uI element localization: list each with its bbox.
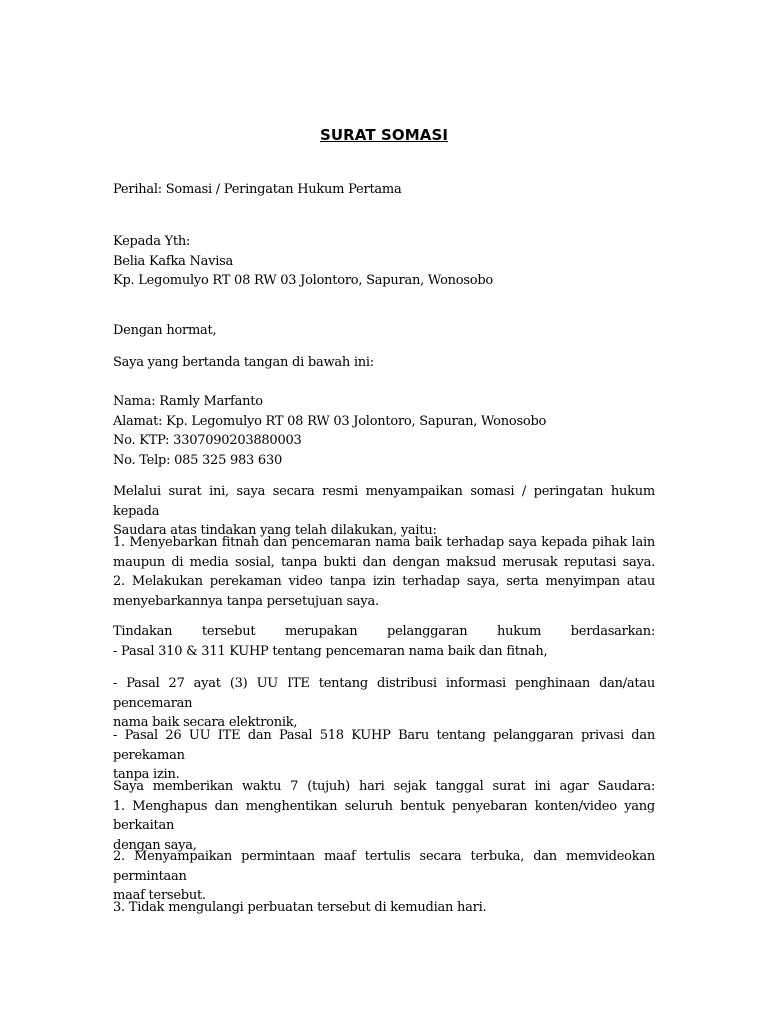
demand-2-line-2: maaf tersebut. [113, 888, 206, 903]
action-2-line-1: 2. Melakukan perekaman video tanpa izin terhadap saya, serta menyimpan atau [113, 574, 655, 589]
demands-block [113, 777, 655, 855]
violations-heading [113, 622, 655, 661]
sender-address: Alamat: Kp. Legomulyo RT 08 RW 03 Jolontoro, Sapuran, Wonosobo [113, 413, 547, 429]
intro-paragraph [113, 353, 655, 373]
violation-3 [113, 726, 655, 785]
violation-2 [113, 674, 655, 733]
sender-block [113, 392, 655, 470]
violation-3-line-1: - Pasal 26 UU ITE dan Pasal 518 KUHP Baru tentang pelanggaran privasi dan perekaman [113, 728, 655, 763]
recipient-block [113, 232, 655, 291]
violation-1: - Pasal 310 & 311 KUHP tentang pencemaran nama baik dan fitnah, [113, 643, 548, 659]
sender-name: Nama: Ramly Marfanto [113, 394, 263, 409]
violation-3-line-2: tanpa izin. [113, 767, 180, 782]
violations-heading-text: Tindakan tersebut merupakan pelanggaran hukum berdasarkan: [113, 624, 655, 639]
sender-ktp: No. KTP: 3307090203880003 [113, 433, 302, 448]
demand-3 [113, 898, 655, 918]
actions-list [113, 533, 655, 611]
subject-line [113, 180, 655, 200]
demand-2 [113, 847, 655, 906]
action-2-line-2: menyebarkannya tanpa persetujuan saya. [113, 593, 379, 609]
demand-3-text: 3. Tidak mengulangi perbuatan tersebut di kemudian hari. [113, 900, 487, 915]
demands-heading: Saya memberikan waktu 7 (tujuh) hari sejak tanggal surat ini agar Saudara: [113, 779, 655, 794]
sender-phone: No. Telp: 085 325 983 630 [113, 452, 282, 468]
statement-paragraph [113, 482, 655, 541]
recipient-name: Belia Kafka Navisa [113, 253, 234, 269]
statement-line-1: Melalui surat ini, saya secara resmi menyampaikan somasi / peringatan hukum kepada [113, 484, 655, 519]
violation-2-line-1: - Pasal 27 ayat (3) UU ITE tentang distribusi informasi penghinaan dan/atau pencemaran [113, 676, 655, 711]
subject-text: Perihal: Somasi / Peringatan Hukum Pertama [113, 182, 402, 197]
violation-2-line-2: nama baik secara elektronik, [113, 715, 298, 730]
intro-text: Saya yang bertanda tangan di bawah ini: [113, 355, 374, 370]
demand-2-line-1: 2. Menyampaikan permintaan maaf tertulis secara terbuka, dan memvideokan permintaan [113, 849, 655, 884]
salutation-text: Dengan hormat, [113, 323, 217, 338]
demand-1-line-2: dengan saya, [113, 837, 197, 853]
statement-line-2: Saudara atas tindakan yang telah dilakukan, yaitu: [113, 523, 437, 538]
demand-1-line-1: 1. Menghapus dan menghentikan seluruh bentuk penyebaran konten/video yang berkaitan [113, 798, 655, 833]
action-1-line-2: maupun di media sosial, tanpa bukti dan dengan maksud merusak reputasi saya. [113, 554, 655, 570]
recipient-address: Kp. Legomulyo RT 08 RW 03 Jolontoro, Sapuran, Wonosobo [113, 273, 493, 288]
letter-title: SURAT SOMASI [319, 126, 449, 144]
action-1-line-1: 1. Menyebarkan fitnah dan pencemaran nama baik terhadap saya kepada pihak lain [113, 535, 655, 550]
salutation [113, 321, 655, 341]
recipient-greeting: Kepada Yth: [113, 234, 191, 249]
